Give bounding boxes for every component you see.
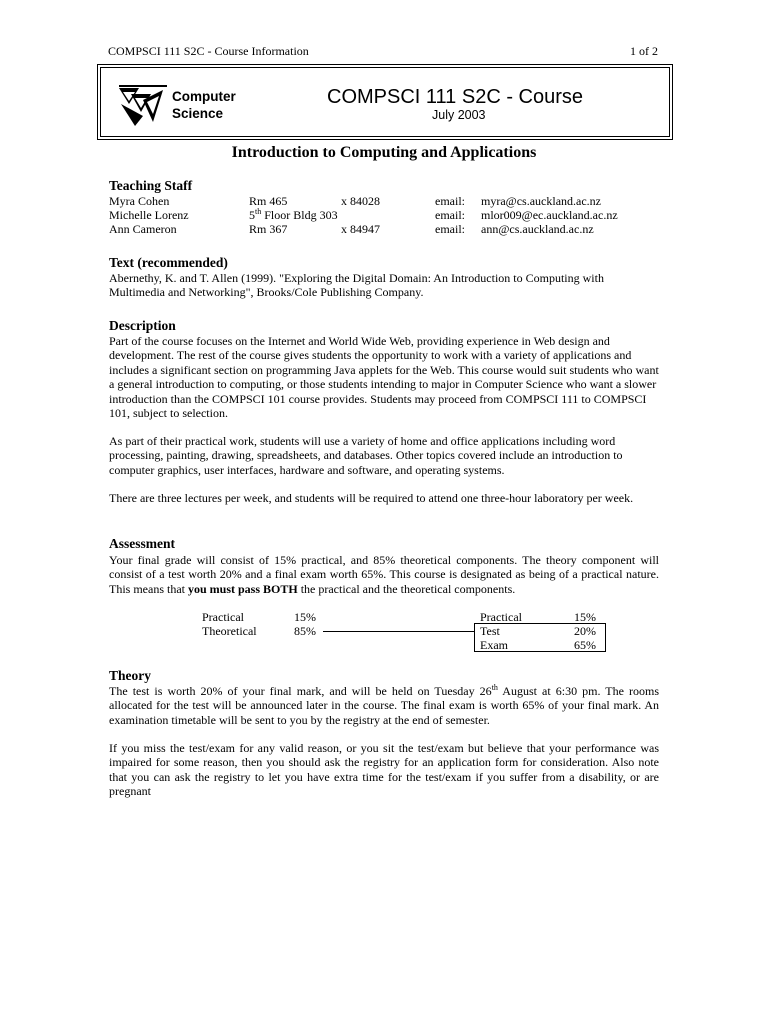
connector-line <box>323 631 474 632</box>
page-number: 1 of 2 <box>630 44 658 58</box>
weight-label: Practical <box>202 610 244 624</box>
theory-paragraph <box>109 684 659 727</box>
description-paragraph: There are three lectures per week, and students will be required to attend one three-hour laboratory per week. <box>109 491 634 505</box>
email-label: email: <box>435 222 465 236</box>
assessment-heading: Assessment <box>109 536 175 551</box>
staff-room: Rm 465 <box>249 194 288 208</box>
theory-paragraph: If you miss the test/exam for any valid reason, or you sit the test/exam but believe that your performance was impaired for some reason, then you should ask the registry for an application form for consideration. Also note that you can ask the registry to let you have extra time for the test/exam if you suffer from a disability, or are pregnant <box>109 741 659 799</box>
text-heading: Text (recommended) <box>109 255 228 270</box>
email-label: email: <box>435 194 465 208</box>
staff-name: Michelle Lorenz <box>109 208 189 222</box>
staff-row <box>109 194 659 208</box>
weight-value: 15% <box>574 610 596 624</box>
logo-line-science: Science <box>172 106 224 121</box>
staff-extension: x 84947 <box>341 222 380 236</box>
staff-email: ann@cs.auckland.ac.nz <box>481 222 594 236</box>
running-header <box>108 44 658 59</box>
room-ordinal-suffix: th <box>255 207 262 216</box>
teaching-staff-heading: Teaching Staff <box>109 178 193 193</box>
assessment-emphasis: you must pass BOTH <box>187 581 298 596</box>
weight-value: 85% <box>294 624 316 638</box>
weight-row <box>480 638 610 652</box>
logo-line-computer: Computer <box>172 89 236 104</box>
weight-value: 65% <box>574 638 596 652</box>
staff-email: myra@cs.auckland.ac.nz <box>481 194 601 208</box>
banner-date: July 2003 <box>432 108 486 122</box>
staff-room <box>249 208 338 223</box>
description-paragraph: Part of the course focuses on the Internet and World Wide Web, providing experience in Web design and development. The rest of the course gives students the opportunity to work with a variety of applications and includes a significant section on programming Java applets for the Web. This course would suit students who want a general introduction to computing, or those students intending to major in Computer Science who want a slower introduction than the COMPSCI 101 course provides. Students may proceed from COMPSCI 111 to COMPSCI 101, subject to selection. <box>109 334 659 421</box>
staff-name: Myra Cohen <box>109 194 170 208</box>
header-course-info: COMPSCI 111 S2C - Course Information <box>108 44 309 58</box>
weight-row <box>202 624 332 638</box>
weight-label: Theoretical <box>202 624 257 638</box>
assessment-text: Your final grade will consist of 15% practical, and 85% theoretical components. The theory component will consist of a test worth 20% and a final exam worth 65%. This course is designated as being of a practical nature. This means that <box>109 553 659 596</box>
weight-value: 15% <box>294 610 316 624</box>
staff-room: Rm 367 <box>249 222 288 236</box>
computer-science-logo-icon <box>117 82 169 128</box>
document-title: Introduction to Computing and Applications <box>231 144 537 161</box>
assessment-text: the practical and the theoretical components. <box>297 581 516 596</box>
staff-name: Ann Cameron <box>109 222 177 236</box>
weight-label: Practical <box>480 610 522 624</box>
description-heading: Description <box>109 318 176 333</box>
assessment-paragraph <box>109 553 659 596</box>
weight-row <box>480 610 610 624</box>
weight-row <box>202 610 332 624</box>
email-label: email: <box>435 208 465 222</box>
staff-row <box>109 222 659 236</box>
theory-heading: Theory <box>109 668 151 683</box>
staff-row <box>109 208 659 222</box>
weight-label: Exam <box>480 638 508 652</box>
title-banner <box>100 67 670 137</box>
logo-wordmark <box>172 88 236 122</box>
theory-text: The test is worth 20% of your final mark, and will be held on Tuesday 26 <box>109 684 492 698</box>
banner-title: COMPSCI 111 S2C - Course <box>327 86 584 108</box>
weight-row <box>480 624 610 638</box>
staff-extension: x 84028 <box>341 194 380 208</box>
weight-label: Test <box>480 624 500 638</box>
room-building: Floor Bldg 303 <box>261 208 338 222</box>
description-paragraph: As part of their practical work, students will use a variety of home and office applications including word processing, painting, drawing, spreadsheets, and databases. Other topics covered include an introduction to computer graphics, user interfaces, hardware and software, and operating systems. <box>109 434 623 477</box>
weight-value: 20% <box>574 624 596 638</box>
date-ordinal-suffix: th <box>491 683 498 692</box>
theory-text: August at 6:30 pm. The rooms allocated for the test will be announced later in the course. The final exam is worth 65% of your final mark. An examination timetable will be sent to you by the registry at the end of semester. <box>109 684 659 727</box>
staff-email: mlor009@ec.auckland.ac.nz <box>481 208 618 222</box>
text-reference: Abernethy, K. and T. Allen (1999). "Exploring the Digital Domain: An Introduction to Computing with Multimedia and Networking", Brooks/Cole Publishing Company. <box>109 271 604 300</box>
room-floor-number: 5 <box>249 208 255 222</box>
